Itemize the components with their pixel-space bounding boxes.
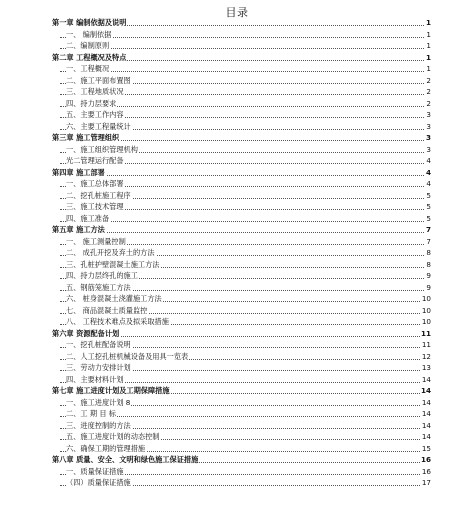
toc-page-number: 16 bbox=[420, 455, 431, 464]
toc-entry-label: 五、施工进度计划的动态控制 bbox=[66, 432, 160, 441]
toc-entry-label: 六、 桩身混凝土浇灌施工方法 bbox=[66, 294, 162, 303]
toc-section-entry[interactable] bbox=[0, 247, 474, 259]
toc-entry-label: 四、持力层终孔的施工 bbox=[66, 271, 138, 280]
toc-entry-label: 二、人工挖孔桩机械设备及用具一览表 bbox=[66, 351, 189, 361]
toc-page-number: 1 bbox=[425, 18, 431, 27]
toc-section-entry[interactable] bbox=[0, 40, 474, 52]
toc-page-number: 11 bbox=[420, 328, 431, 338]
toc-page-number: 2 bbox=[426, 98, 431, 108]
toc-chapter-entry[interactable] bbox=[0, 224, 474, 236]
toc-section-entry[interactable] bbox=[0, 351, 474, 363]
toc-section-entry[interactable] bbox=[0, 431, 474, 443]
toc-page-number: 4 bbox=[425, 167, 431, 177]
toc-page-number: 14 bbox=[420, 386, 431, 395]
toc-page-number: 10 bbox=[421, 305, 431, 315]
toc-page-number: 1 bbox=[425, 52, 431, 62]
toc-section-entry[interactable] bbox=[0, 259, 474, 271]
toc-page-number: 1 bbox=[426, 64, 431, 73]
toc-chapter-entry[interactable] bbox=[0, 167, 474, 179]
toc-page-number: 2 bbox=[426, 75, 431, 85]
toc-page-number: 2 bbox=[426, 87, 431, 96]
toc-entry-label: 七、 商品混凝土质量监控 bbox=[66, 305, 148, 315]
toc-section-entry[interactable] bbox=[0, 98, 474, 110]
toc-section-entry[interactable] bbox=[0, 75, 474, 87]
toc-page-number: 13 bbox=[421, 363, 431, 372]
toc-section-entry[interactable] bbox=[0, 236, 474, 248]
toc-section-entry[interactable] bbox=[0, 374, 474, 386]
toc-page-number: 8 bbox=[426, 248, 431, 257]
toc-leader-dots bbox=[60, 167, 424, 176]
toc-title: 目录 bbox=[225, 6, 249, 19]
toc-section-entry[interactable] bbox=[0, 190, 474, 202]
toc-entry-label: 四、持力层要求 bbox=[66, 98, 117, 108]
toc-entry-label: 一、质量保证措施 bbox=[66, 466, 124, 476]
toc-entry-label: 三、施工技术管理 bbox=[66, 202, 124, 211]
toc-page-number: 17 bbox=[421, 478, 431, 487]
toc-page-number: 11 bbox=[421, 340, 431, 349]
toc-entry-label: 第一章 编制依据及说明 bbox=[52, 18, 127, 27]
toc-leader-dots bbox=[60, 224, 424, 233]
toc-chapter-entry[interactable] bbox=[0, 52, 474, 64]
toc-entry-label: 一、施工组织管理机构 bbox=[66, 144, 138, 154]
toc-page-number: 15 bbox=[421, 443, 431, 453]
toc-entry-label: 一、施工进度计划 8 bbox=[66, 397, 131, 407]
toc-chapter-entry[interactable] bbox=[0, 132, 474, 144]
toc-page-number: 10 bbox=[421, 294, 431, 303]
toc-entry-label: 第二章 工程概况及特点 bbox=[52, 52, 127, 62]
toc-leader-dots bbox=[60, 40, 424, 49]
toc-section-entry[interactable] bbox=[0, 86, 474, 98]
toc-page-number: 12 bbox=[421, 351, 431, 361]
toc-section-entry[interactable] bbox=[0, 29, 474, 41]
toc-page-number: 3 bbox=[426, 110, 431, 119]
toc-leader-dots bbox=[60, 213, 424, 222]
table-of-contents bbox=[0, 17, 474, 489]
toc-entry-label: 二、挖孔桩施工程序 bbox=[66, 190, 131, 200]
toc-page-number: 10 bbox=[421, 317, 431, 326]
toc-section-entry[interactable] bbox=[0, 339, 474, 351]
toc-entry-label: 五、主要工作内容 bbox=[66, 110, 124, 119]
toc-section-entry[interactable] bbox=[0, 144, 474, 156]
toc-page-number: 3 bbox=[426, 144, 431, 154]
toc-page-number: 14 bbox=[421, 420, 431, 430]
toc-page-number: 9 bbox=[426, 282, 431, 292]
toc-entry-label: 一、 编制依据 bbox=[66, 29, 112, 39]
toc-entry-label: 二、工 期 目 标 bbox=[66, 409, 116, 418]
toc-entry-label: 二、施工平面布置图 bbox=[66, 75, 131, 85]
toc-entry-label: 第六章 资源配备计划 bbox=[52, 328, 120, 338]
toc-section-entry[interactable] bbox=[0, 397, 474, 409]
toc-page-number: 4 bbox=[426, 156, 431, 165]
toc-entry-label: 第四章 施工部署 bbox=[52, 167, 105, 177]
toc-entry-label: 一、施工总体部署 bbox=[66, 179, 124, 188]
toc-page-number: 5 bbox=[426, 213, 431, 223]
toc-page-number: 3 bbox=[425, 133, 431, 142]
toc-entry-label: 一、挖孔桩配备说明 bbox=[66, 340, 131, 349]
toc-chapter-entry[interactable] bbox=[0, 385, 474, 397]
toc-section-entry[interactable] bbox=[0, 121, 474, 133]
toc-entry-label: 一、 施工测量控制 bbox=[66, 236, 126, 246]
toc-leader-dots bbox=[60, 29, 424, 38]
toc-page-number: 5 bbox=[426, 190, 431, 200]
toc-page-number: 9 bbox=[426, 271, 431, 280]
toc-page-number: 14 bbox=[421, 397, 431, 407]
toc-chapter-entry[interactable] bbox=[0, 328, 474, 340]
toc-entry-label: 四、施工准备 bbox=[66, 213, 110, 223]
toc-entry-label: 第三章 施工管理组织 bbox=[52, 133, 120, 142]
toc-section-entry[interactable] bbox=[0, 270, 474, 282]
toc-entry-label: 三、进度控制的方法 bbox=[66, 420, 131, 430]
toc-page-number: 3 bbox=[426, 121, 431, 131]
toc-entry-label: 第五章 施工方法 bbox=[52, 225, 105, 234]
toc-section-entry[interactable] bbox=[0, 201, 474, 213]
toc-section-entry[interactable] bbox=[0, 178, 474, 190]
toc-entry-label: （四）质量保证措施 bbox=[66, 478, 131, 487]
toc-leader-dots bbox=[60, 63, 424, 72]
toc-section-entry[interactable] bbox=[0, 420, 474, 432]
toc-section-entry[interactable] bbox=[0, 443, 474, 455]
toc-page-number: 5 bbox=[426, 202, 431, 211]
toc-page-number: 4 bbox=[426, 179, 431, 188]
toc-page-number: 1 bbox=[426, 29, 431, 39]
toc-entry-label: 光二管理运行配备 bbox=[66, 156, 124, 165]
toc-section-entry[interactable] bbox=[0, 109, 474, 121]
toc-page-number: 8 bbox=[426, 259, 431, 269]
toc-entry-label: 六、主要工程量统计 bbox=[66, 121, 131, 131]
toc-page-number: 14 bbox=[421, 432, 431, 441]
toc-section-entry[interactable] bbox=[0, 155, 474, 167]
toc-section-entry[interactable] bbox=[0, 362, 474, 374]
toc-entry-label: 四、主要材料计划 bbox=[66, 374, 124, 384]
toc-page-number: 14 bbox=[421, 409, 431, 418]
toc-entry-label: 六、确保工期的管理措施 bbox=[66, 443, 146, 453]
toc-entry-label: 第七章 施工进度计划及工期保障措施 bbox=[52, 386, 170, 395]
toc-section-entry[interactable] bbox=[0, 408, 474, 420]
toc-entry-label: 三、劳动力安排计划 bbox=[66, 363, 131, 372]
toc-entry-label: 第八章 质量、安全、文明和绿色施工保证措施 bbox=[52, 455, 199, 464]
toc-entry-label: 二、编制原则 bbox=[66, 41, 110, 50]
toc-page-number: 7 bbox=[426, 236, 431, 246]
toc-page-number: 14 bbox=[421, 374, 431, 384]
toc-entry-label: 三、孔桩护壁混凝土施工方法 bbox=[66, 259, 160, 269]
toc-section-entry[interactable] bbox=[0, 466, 474, 478]
toc-entry-label: 二、 成孔开挖及弃土的方法 bbox=[66, 248, 155, 257]
toc-entry-label: 三、工程地质状况 bbox=[66, 87, 124, 96]
toc-page-number: 16 bbox=[421, 466, 431, 476]
toc-chapter-entry[interactable] bbox=[0, 17, 474, 29]
toc-page-number: 1 bbox=[426, 41, 431, 50]
toc-chapter-entry[interactable] bbox=[0, 454, 474, 466]
toc-entry-label: 五、钢筋笼施工方法 bbox=[66, 282, 131, 292]
toc-entry-label: 一、工程概况 bbox=[66, 64, 110, 73]
toc-section-entry[interactable] bbox=[0, 477, 474, 489]
toc-section-entry[interactable] bbox=[0, 63, 474, 75]
toc-section-entry[interactable] bbox=[0, 316, 474, 328]
toc-section-entry[interactable] bbox=[0, 213, 474, 225]
toc-section-entry[interactable] bbox=[0, 293, 474, 305]
toc-section-entry[interactable] bbox=[0, 282, 474, 294]
toc-section-entry[interactable] bbox=[0, 305, 474, 317]
toc-page-number: 7 bbox=[425, 225, 431, 234]
toc-entry-label: 八、 工程技术难点及拟采取措施 bbox=[66, 317, 169, 326]
